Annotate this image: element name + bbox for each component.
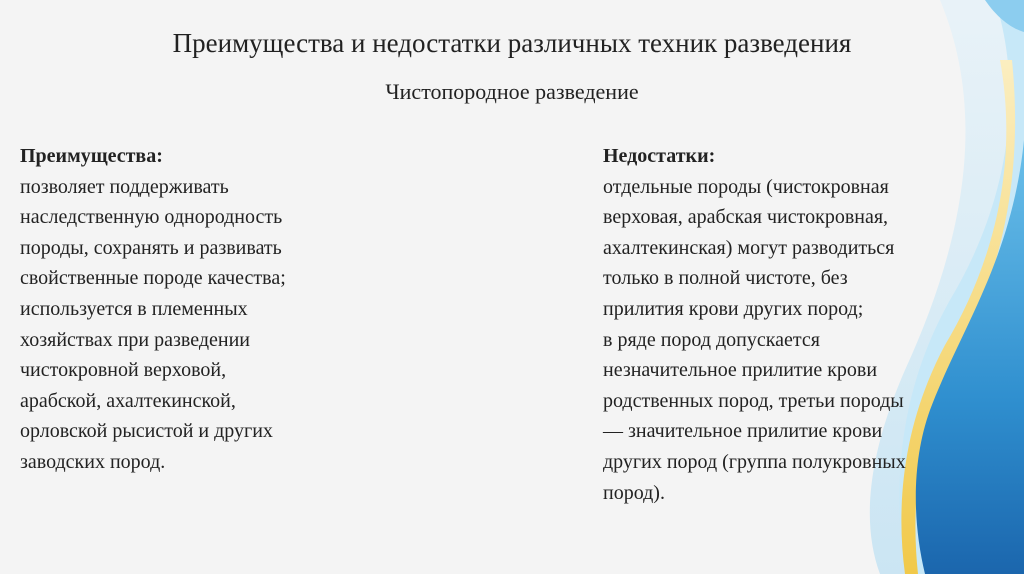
advantages-line: орловской рысистой и других <box>20 420 273 443</box>
disadvantages-line: в ряде пород допускается <box>603 328 820 351</box>
advantages-line: свойственные породе качества; <box>20 267 286 290</box>
advantages-line: используется в племенных <box>20 297 248 320</box>
advantages-line: заводских пород. <box>20 450 166 473</box>
disadvantages-line: других пород (группа полукровных <box>603 450 906 473</box>
disadvantages-line: верховая, арабская чистокровная, <box>603 206 889 229</box>
disadvantages-heading: Недостатки: <box>603 145 716 167</box>
advantages-column <box>20 141 420 478</box>
slide-title: Преимущества и недостатки различных техник разведения <box>172 28 852 58</box>
advantages-line: чистокровной верховой, <box>20 359 227 382</box>
advantages-line: наследственную однородность <box>20 206 283 229</box>
disadvantages-line: родственных пород, третьи породы <box>603 389 904 412</box>
advantages-line: хозяйствах при разведении <box>20 328 250 351</box>
disadvantages-line: ахалтекинская) могут разводиться <box>603 236 895 259</box>
disadvantages-line: пород). <box>603 481 665 504</box>
disadvantages-line: — значительное прилитие крови <box>603 420 883 443</box>
advantages-line: арабской, ахалтекинской, <box>20 389 236 412</box>
disadvantages-column <box>603 141 1003 508</box>
advantages-line: породы, сохранять и развивать <box>20 236 282 259</box>
disadvantages-line: отдельные породы (чистокровная <box>603 175 889 198</box>
disadvantages-line: прилития крови других пород; <box>603 297 864 320</box>
slide-subtitle: Чистопородное разведение <box>385 79 639 104</box>
advantages-line: позволяет поддерживать <box>20 175 229 198</box>
advantages-heading: Преимущества: <box>20 145 163 167</box>
disadvantages-line: только в полной чистоте, без <box>603 267 848 290</box>
disadvantages-line: незначительное прилитие крови <box>603 359 878 382</box>
